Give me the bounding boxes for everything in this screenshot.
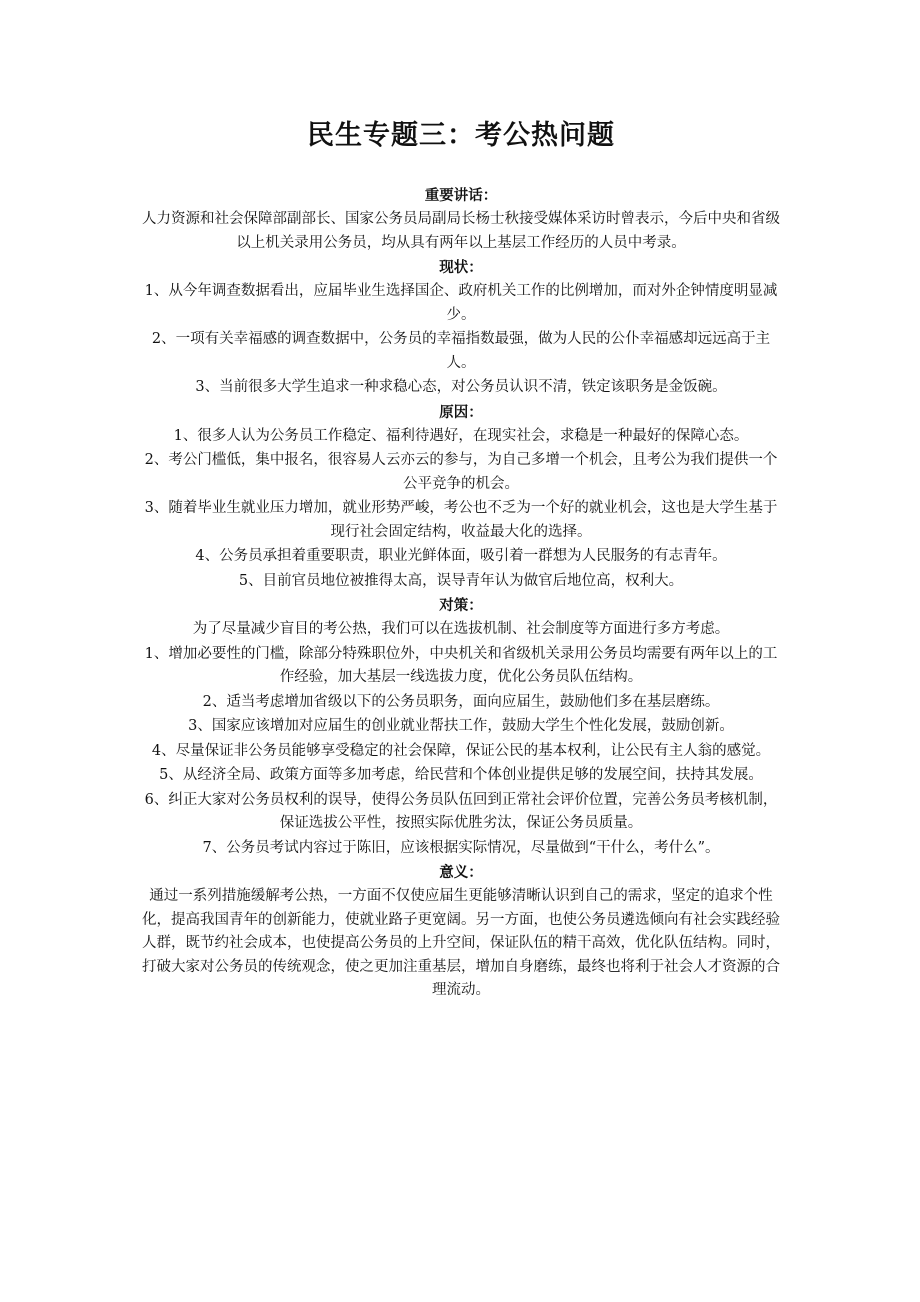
section-heading: 重要讲话： <box>424 187 498 204</box>
reason-item: 2、考公门槛低，集中报名，很容易人云亦云的参与，为自己多增一个机会，且考公为我们提供一个公平竞争的机会。 <box>144 452 778 492</box>
countermeasure-item: 3、国家应该增加对应届生的创业就业帮扶工作，鼓励大学生个性化发展，鼓励创新。 <box>188 718 734 734</box>
section-heading: 现状： <box>439 259 483 276</box>
section-countermeasures <box>139 594 783 860</box>
section-important-speech <box>139 184 783 255</box>
reason-item: 5、目前官员地位被推得太高，误导青年认为做官后地位高，权利大。 <box>238 572 684 589</box>
countermeasure-item: 6、纠正大家对公务员权利的误导，使得公务员队伍回到正常社会评价位置，完善公务员考核机制，保证选拔公平性，按照实际优胜劣汰，保证公务员质量。 <box>144 791 778 831</box>
countermeasure-item: 4、尽量保证非公务员能够享受稳定的社会保障，保证公民的基本权利，让公民有主人翁的感觉。 <box>151 742 771 759</box>
countermeasure-item: 1、增加必要性的门槛，除部分特殊职位外，中央机关和省级机关录用公务员均需要有两年以上的工作经验，加大基层一线选拔力度，优化公务员队伍结构。 <box>144 645 778 685</box>
significance-paragraph: 通过一系列措施缓解考公热，一方面不仅使应届生更能够清晰认识到自己的需求，坚定的追求个性化，提高我国青年的创新能力，使就业路子更宽阔。另一方面，也使公务员遴选倾向有社会实践经验人群，既节约社会成本，也使提高公务员的上升空间，保证队伍的精干高效，优化队伍结构。同时，打破大家对公务员的传统观念，使之更加注重基层，增加自身磨练，最终也将利于社会人才资源的合理流动。 <box>142 888 780 998</box>
section-current-status <box>139 256 783 400</box>
countermeasure-item: 5、从经济全局、政策方面等多加考虑，给民营和个体创业提供足够的发展空间，扶持其发展。 <box>159 767 763 783</box>
section-heading: 对策： <box>439 597 483 614</box>
section-significance <box>139 861 783 1003</box>
section-reasons <box>139 401 783 594</box>
section-heading: 原因： <box>439 403 483 421</box>
status-item: 2、一项有关幸福感的调查数据中，公务员的幸福指数最强，做为人民的公仆幸福感却远远高于主人。 <box>151 331 771 371</box>
countermeasure-intro: 为了尽量减少盲目的考公热，我们可以在选拔机制、社会制度等方面进行多方考虑。 <box>192 621 730 637</box>
countermeasure-item: 2、适当考虑增加省级以下的公务员职务，面向应届生，鼓励他们多在基层磨练。 <box>202 693 720 710</box>
countermeasure-item: 7、公务员考试内容过于陈旧，应该根据实际情况，尽量做到“干什么，考什么”。 <box>202 839 720 856</box>
status-item: 3、当前很多大学生追求一种求稳心态，对公务员认识不清，铁定该职务是金饭碗。 <box>195 379 727 395</box>
status-item: 1、从今年调查数据看出，应届毕业生选择国企、政府机关工作的比例增加，而对外企钟情度明显减少。 <box>144 283 778 323</box>
reason-item: 4、公务员承担着重要职责，职业光鲜体面，吸引着一群想为人民服务的有志青年。 <box>195 548 727 564</box>
document-page <box>139 118 783 1003</box>
section-heading: 意义： <box>439 864 483 881</box>
reason-item: 1、很多人认为公务员工作稳定、福利待遇好，在现实社会，求稳是一种最好的保障心态。 <box>173 427 749 444</box>
speech-paragraph: 人力资源和社会保障部副部长、国家公务员局副局长杨士秋接受媒体采访时曾表示，今后中央和省级以上机关录用公务员，均从具有两年以上基层工作经历的人员中考录。 <box>142 211 780 251</box>
reason-item: 3、随着毕业生就业压力增加，就业形势严峻，考公也不乏为一个好的就业机会，这也是大学生基于现行社会固定结构，收益最大化的选择。 <box>144 500 778 540</box>
document-title: 民生专题三：考公热问题 <box>307 120 615 151</box>
